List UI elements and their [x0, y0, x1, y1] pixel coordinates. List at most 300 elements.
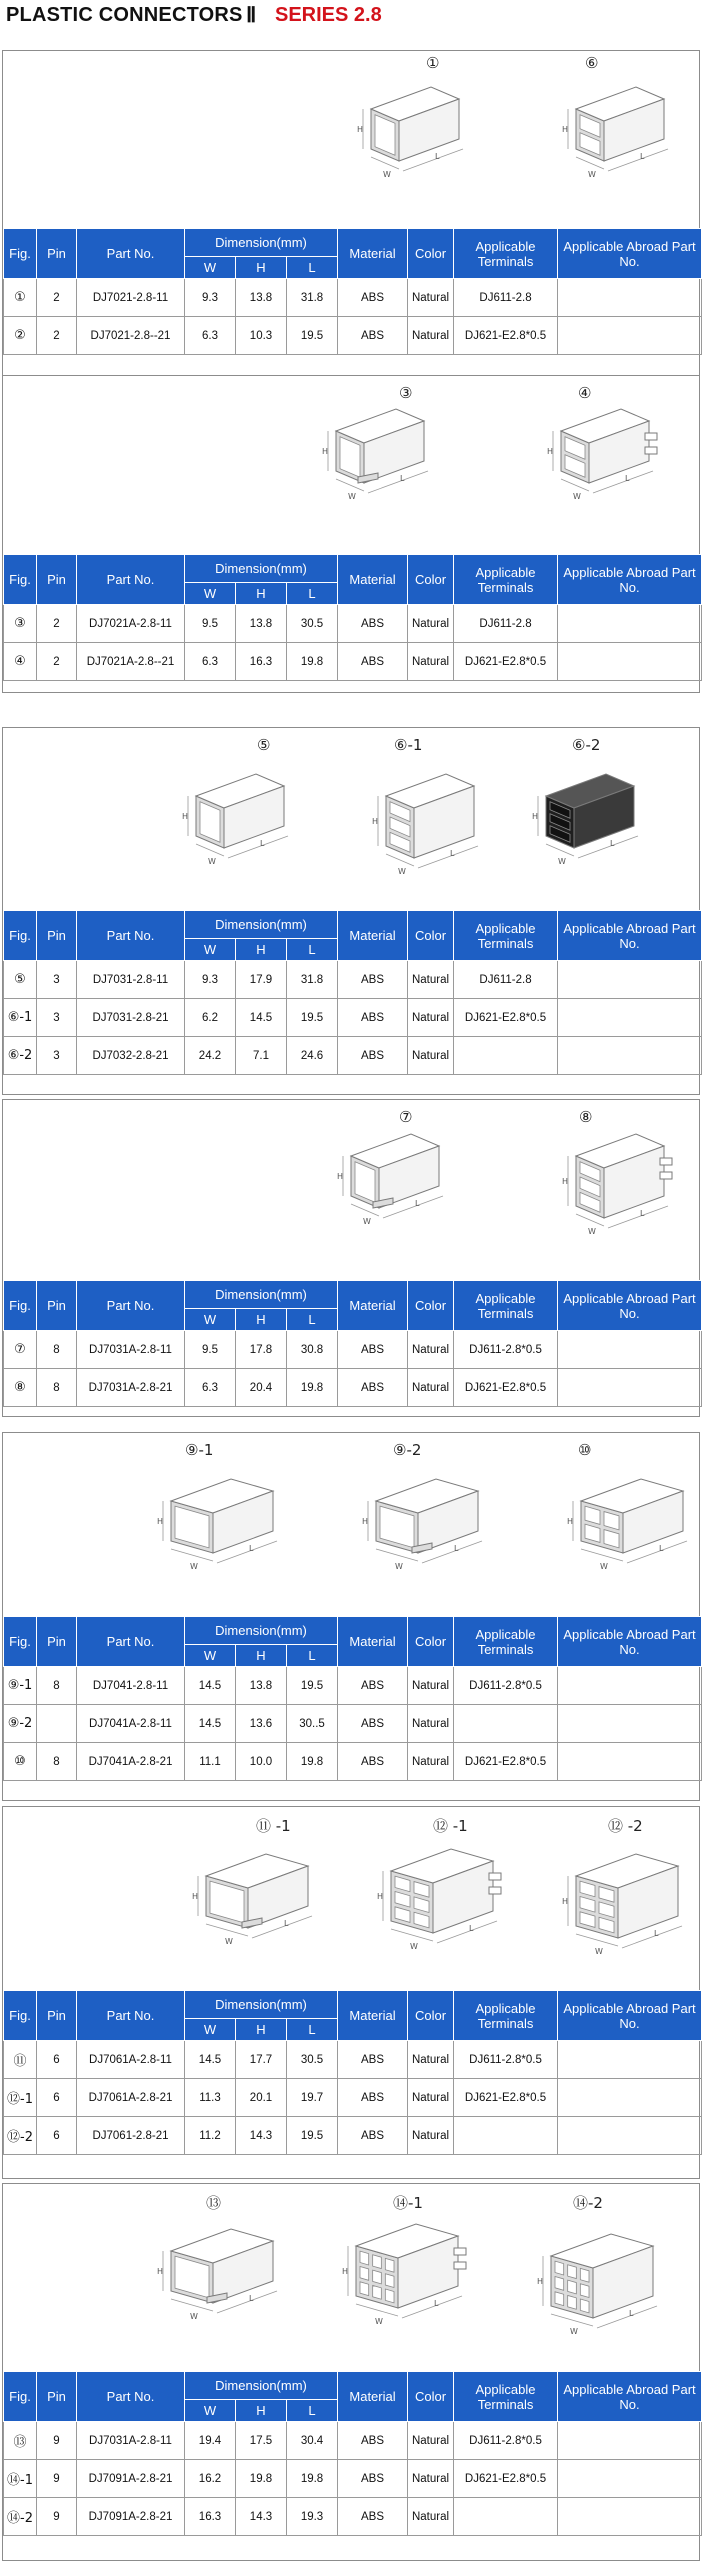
cell-material: ABS [338, 1667, 408, 1705]
cell-material: ABS [338, 2422, 408, 2460]
cell-material: ABS [338, 999, 408, 1037]
cell-abroad [558, 2079, 702, 2117]
cell-w: 14.5 [185, 2041, 236, 2079]
cell-color: Natural [408, 1369, 454, 1407]
col-header-terminals: Applicable Terminals [454, 2372, 558, 2422]
cell-part: DJ7021-2.8-11 [77, 279, 185, 317]
dimension-label-l: L [415, 1199, 420, 1208]
cell-terminals: DJ621-E2.8*0.5 [454, 317, 558, 355]
cell-w: 6.3 [185, 643, 236, 681]
spec-table [3, 1990, 702, 2155]
cell-fig: ⑨-2 [4, 1705, 37, 1743]
cell-fig: ⑩ [4, 1743, 37, 1781]
connector-cavity [360, 2282, 369, 2296]
cell-fig: ⑫-1 [4, 2079, 37, 2117]
cell-terminals: DJ611-2.8 [454, 279, 558, 317]
cell-pin: 8 [37, 1331, 77, 1369]
cell-material: ABS [338, 605, 408, 643]
connector-cavity [373, 2270, 382, 2284]
cell-material: ABS [338, 2117, 408, 2155]
dimension-label-l: L [284, 1919, 289, 1928]
cell-color: Natural [408, 1705, 454, 1743]
connector-cavity [385, 2258, 394, 2272]
dimension-label-l: L [434, 2299, 439, 2308]
cell-pin: 2 [37, 605, 77, 643]
dimension-label-l: L [469, 1924, 474, 1933]
dimension-label-h: H [562, 1897, 569, 1906]
col-header-l: L [287, 939, 338, 961]
table-row [4, 1705, 702, 1743]
cell-fig: ⑫-2 [4, 2117, 37, 2155]
dimension-label-l: L [400, 474, 405, 483]
dimension-label-h: H [562, 1177, 569, 1186]
figure-label: ① [426, 54, 440, 72]
dimension-label-l: L [654, 1929, 659, 1938]
col-header-w: W [185, 2019, 236, 2041]
dimension-label-w: W [363, 1217, 371, 1226]
col-header-part: Part No. [77, 911, 185, 961]
cell-pin: 6 [37, 2079, 77, 2117]
connector-cavity [555, 2292, 564, 2306]
cell-abroad [558, 279, 702, 317]
col-header-part: Part No. [77, 2372, 185, 2422]
connector-cavity [580, 2299, 589, 2313]
cell-h: 7.1 [236, 1037, 287, 1075]
cell-l: 30.8 [287, 1331, 338, 1369]
spec-table [3, 910, 702, 1075]
cell-abroad [558, 1743, 702, 1781]
table-row [4, 1743, 702, 1781]
cell-part: DJ7041-2.8-11 [77, 1667, 185, 1705]
cell-w: 19.4 [185, 2422, 236, 2460]
side-tab [454, 2262, 466, 2269]
connector-drawing [541, 401, 691, 521]
cell-color: Natural [408, 1331, 454, 1369]
dimension-label-w: W [208, 857, 216, 866]
cell-pin: 3 [37, 999, 77, 1037]
table-row [4, 2422, 702, 2460]
cell-material: ABS [338, 961, 408, 999]
dimension-label-l: L [450, 849, 455, 858]
cell-l: 19.3 [287, 2498, 338, 2536]
cell-fig: ⑬ [4, 2422, 37, 2460]
cell-part: DJ7031-2.8-11 [77, 961, 185, 999]
connector-cavity [580, 2284, 589, 2298]
col-header-w: W [185, 939, 236, 961]
cell-w: 11.1 [185, 1743, 236, 1781]
cell-part: DJ7031A-2.8-11 [77, 2422, 185, 2460]
cell-color: Natural [408, 2041, 454, 2079]
connector-drawing [351, 79, 501, 199]
cell-l: 19.8 [287, 643, 338, 681]
table-row [4, 2041, 702, 2079]
page-title: PLASTIC CONNECTORS [6, 4, 243, 26]
side-tab [645, 447, 657, 454]
col-header-abroad: Applicable Abroad Part No. [558, 1281, 702, 1331]
dimension-label-w: W [190, 1562, 198, 1571]
cell-abroad [558, 1037, 702, 1075]
dimension-label-h: H [157, 1517, 164, 1526]
connector-cavity [373, 2285, 382, 2299]
cell-pin: 6 [37, 2117, 77, 2155]
cell-material: ABS [338, 1743, 408, 1781]
dimension-label-h: H [182, 812, 189, 821]
cell-color: Natural [408, 999, 454, 1037]
col-header-pin: Pin [37, 1281, 77, 1331]
figure-label: ⑭-1 [393, 2194, 423, 2212]
col-header-h: H [236, 257, 287, 279]
cell-h: 13.8 [236, 1667, 287, 1705]
col-header-terminals: Applicable Terminals [454, 911, 558, 961]
col-header-l: L [287, 1309, 338, 1331]
cell-part: DJ7091A-2.8-21 [77, 2460, 185, 2498]
connector-cavity [568, 2265, 577, 2279]
col-header-dimension: Dimension(mm) [185, 1617, 338, 1645]
cell-terminals: DJ621-E2.8*0.5 [454, 1369, 558, 1407]
col-header-part: Part No. [77, 1617, 185, 1667]
cell-color: Natural [408, 2079, 454, 2117]
col-header-h: H [236, 583, 287, 605]
cell-fig: ⑥-2 [4, 1037, 37, 1075]
cell-pin: 2 [37, 643, 77, 681]
col-header-color: Color [408, 2372, 454, 2422]
table-row [4, 999, 702, 1037]
col-header-fig: Fig. [4, 2372, 37, 2422]
connector-cavity [385, 2274, 394, 2288]
title-separator: Ⅱ [246, 4, 257, 27]
cell-abroad [558, 2422, 702, 2460]
col-header-abroad: Applicable Abroad Part No. [558, 1991, 702, 2041]
cell-color: Natural [408, 2498, 454, 2536]
cell-l: 31.8 [287, 961, 338, 999]
cell-w: 6.3 [185, 317, 236, 355]
dimension-label-l: L [249, 2294, 254, 2303]
cell-l: 24.6 [287, 1037, 338, 1075]
spec-table [3, 1280, 702, 1407]
cell-l: 19.7 [287, 2079, 338, 2117]
col-header-fig: Fig. [4, 1281, 37, 1331]
cell-pin: 8 [37, 1369, 77, 1407]
col-header-dimension: Dimension(mm) [185, 555, 338, 583]
col-header-dimension: Dimension(mm) [185, 1281, 338, 1309]
cell-w: 11.2 [185, 2117, 236, 2155]
cell-w: 9.3 [185, 279, 236, 317]
dimension-label-l: L [640, 152, 645, 161]
cell-fig: ⑭-2 [4, 2498, 37, 2536]
cell-color: Natural [408, 605, 454, 643]
cell-w: 16.2 [185, 2460, 236, 2498]
col-header-material: Material [338, 1617, 408, 1667]
cell-abroad [558, 1667, 702, 1705]
cell-part: DJ7031A-2.8-21 [77, 1369, 185, 1407]
col-header-fig: Fig. [4, 1991, 37, 2041]
cell-w: 24.2 [185, 1037, 236, 1075]
dimension-label-w: W [225, 1937, 233, 1946]
cell-material: ABS [338, 2498, 408, 2536]
connector-drawing [531, 2226, 681, 2346]
cell-fig: ⑦ [4, 1331, 37, 1369]
col-header-color: Color [408, 911, 454, 961]
dimension-label-h: H [567, 1517, 574, 1526]
spec-table [3, 1616, 702, 1781]
cell-w: 16.3 [185, 2498, 236, 2536]
cell-h: 10.3 [236, 317, 287, 355]
cell-abroad [558, 1705, 702, 1743]
col-header-material: Material [338, 229, 408, 279]
cell-h: 16.3 [236, 643, 287, 681]
dimension-label-h: H [157, 2267, 164, 2276]
dimension-label-l: L [454, 1544, 459, 1553]
col-header-h: H [236, 1309, 287, 1331]
cell-part: DJ7031A-2.8-11 [77, 1331, 185, 1369]
col-header-part: Part No. [77, 1281, 185, 1331]
cell-h: 17.7 [236, 2041, 287, 2079]
cell-terminals: DJ621-E2.8*0.5 [454, 1743, 558, 1781]
cell-abroad [558, 1331, 702, 1369]
cell-terminals [454, 1705, 558, 1743]
col-header-fig: Fig. [4, 555, 37, 605]
dimension-label-h: H [342, 2267, 349, 2276]
cell-abroad [558, 643, 702, 681]
col-header-part: Part No. [77, 1991, 185, 2041]
dimension-label-w: W [570, 2327, 578, 2336]
cell-material: ABS [338, 317, 408, 355]
figure-label: ③ [399, 384, 413, 402]
cell-terminals: DJ621-E2.8*0.5 [454, 999, 558, 1037]
col-header-part: Part No. [77, 555, 185, 605]
dimension-label-l: L [659, 1544, 664, 1553]
cell-part: DJ7091A-2.8-21 [77, 2498, 185, 2536]
col-header-color: Color [408, 1281, 454, 1331]
cell-l: 30.5 [287, 605, 338, 643]
cell-h: 17.8 [236, 1331, 287, 1369]
col-header-material: Material [338, 555, 408, 605]
cell-l: 19.5 [287, 2117, 338, 2155]
table-row [4, 279, 702, 317]
col-header-l: L [287, 583, 338, 605]
cell-w: 6.2 [185, 999, 236, 1037]
figure-label: ⑧ [579, 1108, 593, 1126]
spec-table [3, 2371, 702, 2536]
col-header-terminals: Applicable Terminals [454, 1617, 558, 1667]
table-row [4, 961, 702, 999]
cell-terminals: DJ611-2.8*0.5 [454, 2041, 558, 2079]
col-header-terminals: Applicable Terminals [454, 555, 558, 605]
cell-material: ABS [338, 279, 408, 317]
connector-drawing [366, 766, 516, 886]
col-header-abroad: Applicable Abroad Part No. [558, 911, 702, 961]
cell-terminals: DJ621-E2.8*0.5 [454, 2079, 558, 2117]
cell-abroad [558, 2041, 702, 2079]
cell-l: 30.5 [287, 2041, 338, 2079]
col-header-w: W [185, 2400, 236, 2422]
connector-cavity [555, 2276, 564, 2290]
dimension-label-w: W [348, 492, 356, 501]
cell-part: DJ7021A-2.8--21 [77, 643, 185, 681]
cell-terminals: DJ611-2.8*0.5 [454, 1331, 558, 1369]
cell-w: 9.3 [185, 961, 236, 999]
cell-terminals: DJ621-E2.8*0.5 [454, 2460, 558, 2498]
connector-drawing [151, 1471, 301, 1591]
dimension-label-w: W [588, 1227, 596, 1236]
cell-terminals [454, 2117, 558, 2155]
cell-part: DJ7021A-2.8-11 [77, 605, 185, 643]
cell-color: Natural [408, 643, 454, 681]
col-header-fig: Fig. [4, 1617, 37, 1667]
cell-pin: 8 [37, 1743, 77, 1781]
col-header-color: Color [408, 1991, 454, 2041]
cell-fig: ⑨-1 [4, 1667, 37, 1705]
connector-drawing [561, 1471, 704, 1591]
cell-abroad [558, 2117, 702, 2155]
dimension-label-h: H [532, 812, 539, 821]
figure-label: ⑤ [257, 736, 271, 754]
col-header-fig: Fig. [4, 229, 37, 279]
col-header-pin: Pin [37, 1617, 77, 1667]
col-header-pin: Pin [37, 911, 77, 961]
cell-h: 13.6 [236, 1705, 287, 1743]
dimension-label-w: W [190, 2312, 198, 2321]
connector-cavity [385, 2289, 394, 2303]
cell-fig: ⑤ [4, 961, 37, 999]
cell-h: 20.1 [236, 2079, 287, 2117]
product-block [2, 1432, 700, 1801]
col-header-l: L [287, 2019, 338, 2041]
cell-h: 14.3 [236, 2498, 287, 2536]
connector-cavity [555, 2261, 564, 2275]
cell-color: Natural [408, 317, 454, 355]
cell-terminals [454, 1037, 558, 1075]
cell-fig: ① [4, 279, 37, 317]
col-header-abroad: Applicable Abroad Part No. [558, 555, 702, 605]
cell-terminals: DJ611-2.8 [454, 605, 558, 643]
cell-terminals: DJ611-2.8 [454, 961, 558, 999]
product-block [2, 1099, 700, 1417]
col-header-part: Part No. [77, 229, 185, 279]
cell-fig: ⑥-1 [4, 999, 37, 1037]
col-header-h: H [236, 2019, 287, 2041]
side-tab [489, 1887, 501, 1894]
cell-part: DJ7021-2.8--21 [77, 317, 185, 355]
cell-part: DJ7041A-2.8-11 [77, 1705, 185, 1743]
table-row [4, 317, 702, 355]
dimension-label-w: W [398, 867, 406, 876]
cell-part: DJ7061-2.8-21 [77, 2117, 185, 2155]
col-header-material: Material [338, 1991, 408, 2041]
cell-h: 17.5 [236, 2422, 287, 2460]
col-header-pin: Pin [37, 2372, 77, 2422]
dimension-label-w: W [375, 2317, 383, 2326]
cell-material: ABS [338, 1705, 408, 1743]
dimension-label-l: L [610, 839, 615, 848]
connector-drawing [316, 401, 466, 521]
col-header-w: W [185, 257, 236, 279]
dimension-label-w: W [588, 170, 596, 179]
cell-pin: 3 [37, 1037, 77, 1075]
col-header-h: H [236, 2400, 287, 2422]
side-tab [660, 1158, 672, 1165]
cell-h: 13.8 [236, 605, 287, 643]
side-tab [645, 433, 657, 440]
connector-cavity [568, 2280, 577, 2294]
dimension-label-l: L [625, 474, 630, 483]
cell-material: ABS [338, 1369, 408, 1407]
dimension-label-w: W [573, 492, 581, 501]
cell-fig: ③ [4, 605, 37, 643]
cell-pin [37, 1705, 77, 1743]
cell-h: 10.0 [236, 1743, 287, 1781]
figure-label: ⑨-2 [393, 1441, 422, 1459]
dimension-label-l: L [640, 1209, 645, 1218]
dimension-label-h: H [357, 125, 364, 134]
dimension-label-w: W [410, 1942, 418, 1951]
connector-drawing [556, 79, 704, 199]
table-row [4, 2079, 702, 2117]
cell-material: ABS [338, 643, 408, 681]
page-header [0, 0, 704, 38]
connector-cavity [360, 2266, 369, 2280]
cell-l: 19.8 [287, 1369, 338, 1407]
product-block [2, 1806, 700, 2179]
figure-label: ⑦ [399, 1108, 413, 1126]
cell-part: DJ7041A-2.8-21 [77, 1743, 185, 1781]
cell-pin: 9 [37, 2498, 77, 2536]
dimension-label-w: W [395, 1562, 403, 1571]
cell-terminals: DJ621-E2.8*0.5 [454, 643, 558, 681]
cell-abroad [558, 1369, 702, 1407]
figure-label: ⑩ [578, 1441, 592, 1459]
col-header-material: Material [338, 911, 408, 961]
col-header-pin: Pin [37, 555, 77, 605]
col-header-h: H [236, 1645, 287, 1667]
dimension-label-h: H [362, 1517, 369, 1526]
cell-part: DJ7032-2.8-21 [77, 1037, 185, 1075]
cell-color: Natural [408, 2117, 454, 2155]
col-header-terminals: Applicable Terminals [454, 1281, 558, 1331]
table-row [4, 1037, 702, 1075]
figure-label: ⑫ -2 [608, 1817, 643, 1835]
connector-drawing [371, 1841, 521, 1961]
table-row [4, 605, 702, 643]
cell-l: 19.5 [287, 999, 338, 1037]
cell-color: Natural [408, 2422, 454, 2460]
dimension-label-w: W [383, 170, 391, 179]
side-tab [660, 1172, 672, 1179]
table-row [4, 1331, 702, 1369]
connector-drawing [356, 1471, 506, 1591]
cell-w: 6.3 [185, 1369, 236, 1407]
product-block [2, 727, 700, 1095]
dimension-label-l: L [435, 152, 440, 161]
col-header-abroad: Applicable Abroad Part No. [558, 2372, 702, 2422]
cell-part: DJ7031-2.8-21 [77, 999, 185, 1037]
connector-drawing [176, 766, 326, 886]
cell-pin: 8 [37, 1667, 77, 1705]
cell-l: 19.5 [287, 1667, 338, 1705]
col-header-pin: Pin [37, 229, 77, 279]
cell-h: 19.8 [236, 2460, 287, 2498]
col-header-dimension: Dimension(mm) [185, 911, 338, 939]
connector-cavity [373, 2255, 382, 2269]
cell-pin: 2 [37, 317, 77, 355]
figure-label: ⑪ -1 [256, 1817, 291, 1835]
cell-terminals: DJ611-2.8*0.5 [454, 1667, 558, 1705]
col-header-color: Color [408, 555, 454, 605]
col-header-fig: Fig. [4, 911, 37, 961]
series-title: SERIES 2.8 [275, 4, 382, 26]
col-header-l: L [287, 2400, 338, 2422]
connector-cavity [360, 2251, 369, 2265]
